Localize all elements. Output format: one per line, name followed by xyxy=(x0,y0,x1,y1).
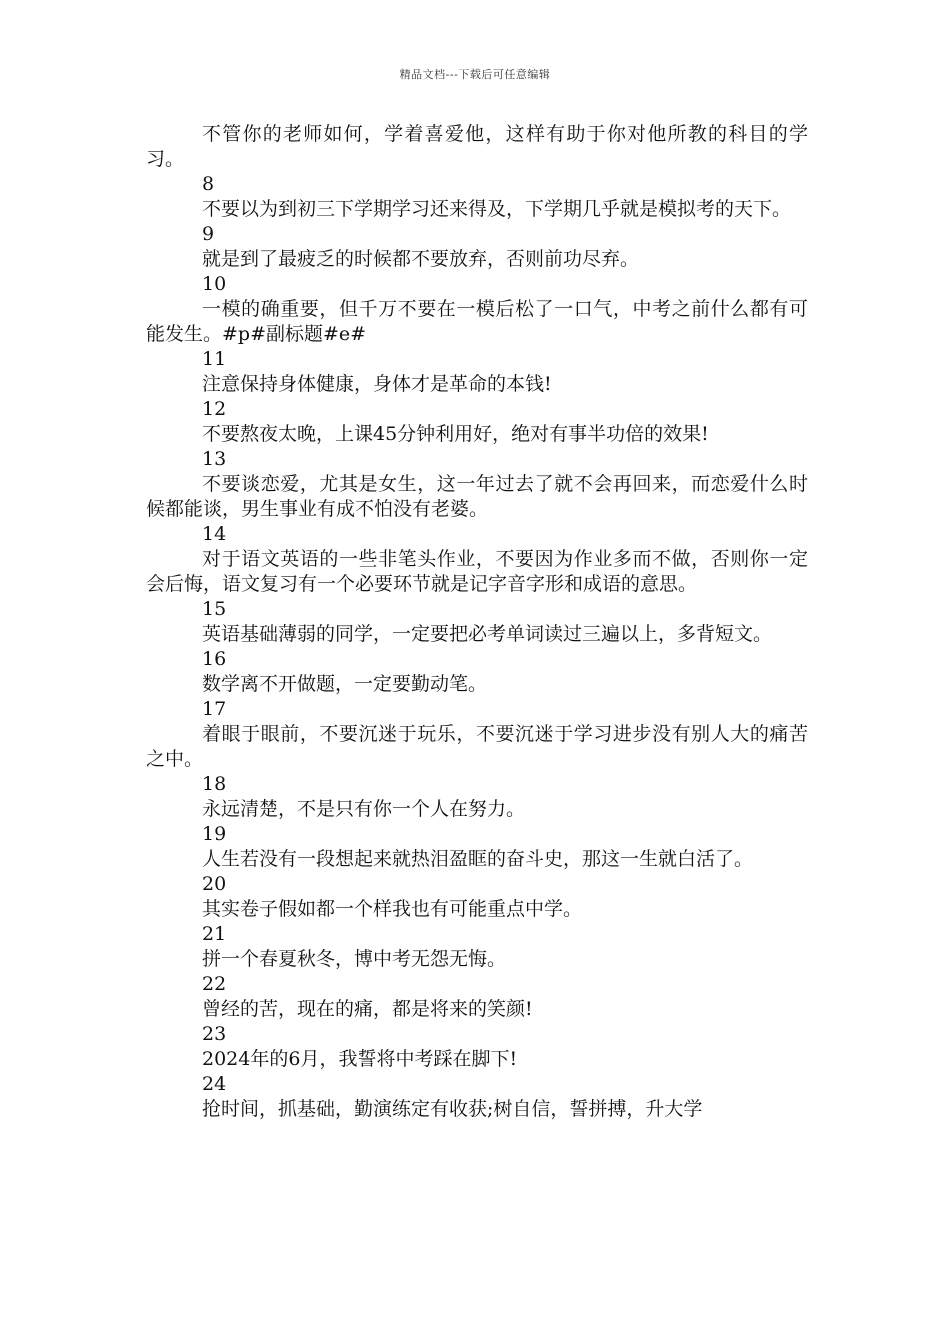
document-body xyxy=(146,122,808,1122)
list-item-text: 拼一个春夏秋冬，博中考无怨无悔。 xyxy=(202,948,507,970)
list-item-number: 14 xyxy=(202,523,227,545)
list-item-number: 10 xyxy=(202,273,227,295)
list-item-number: 20 xyxy=(202,873,227,895)
list-item-text: 不要谈恋爱，尤其是女生，这一年过去了就不会再回来，而恋爱什么时候都能谈，男生事业有成不怕没有老婆。 xyxy=(146,473,808,520)
list-item-number: 19 xyxy=(202,823,227,845)
list-item-text: 不要熬夜太晚，上课45分钟利用好，绝对有事半功倍的效果! xyxy=(202,423,709,445)
list-item-number: 13 xyxy=(202,448,227,470)
list-item-number: 16 xyxy=(202,648,227,670)
list-item-text: 注意保持身体健康，身体才是革命的本钱! xyxy=(202,373,552,395)
list-item-number: 15 xyxy=(202,598,227,620)
list-item-text: 2024年的6月，我誓将中考踩在脚下! xyxy=(202,1048,518,1070)
list-item-number: 18 xyxy=(202,773,227,795)
list-item-text: 对于语文英语的一些非笔头作业，不要因为作业多而不做，否则你一定会后悔，语文复习有一个必要环节就是记字音字形和成语的意思。 xyxy=(146,548,808,595)
list-item-text: 一模的确重要，但千万不要在一模后松了一口气，中考之前什么都有可能发生。#p#副标题#e# xyxy=(146,298,808,345)
list-item-number: 9 xyxy=(202,223,215,245)
list-item-text: 曾经的苦，现在的痛，都是将来的笑颜! xyxy=(202,998,533,1020)
list-item-text: 抢时间，抓基础，勤演练定有收获;树自信，誓拼搏，升大学 xyxy=(202,1098,703,1120)
list-item-text: 英语基础薄弱的同学，一定要把必考单词读过三遍以上，多背短文。 xyxy=(202,623,773,645)
list-item-text: 不管你的老师如何，学着喜爱他，这样有助于你对他所教的科目的学习。 xyxy=(146,123,808,170)
list-item-number: 11 xyxy=(202,348,227,370)
list-item-text: 着眼于眼前，不要沉迷于玩乐，不要沉迷于学习进步没有别人大的痛苦之中。 xyxy=(146,723,808,770)
list-item-number: 21 xyxy=(202,923,227,945)
list-item-text: 数学离不开做题，一定要勤动笔。 xyxy=(202,673,488,695)
list-item-text: 永远清楚，不是只有你一个人在努力。 xyxy=(202,798,526,820)
list-item-number: 22 xyxy=(202,973,227,995)
list-item-number: 12 xyxy=(202,398,227,420)
list-item-number: 24 xyxy=(202,1073,227,1095)
list-item-number: 17 xyxy=(202,698,227,720)
list-item-text: 不要以为到初三下学期学习还来得及，下学期几乎就是模拟考的天下。 xyxy=(202,198,792,220)
list-item-text: 其实卷子假如都一个样我也有可能重点中学。 xyxy=(202,898,583,920)
page-header: 精品文档---下载后可任意编辑 xyxy=(399,68,551,81)
list-item-text: 人生若没有一段想起来就热泪盈眶的奋斗史，那这一生就白活了。 xyxy=(202,848,754,870)
list-item-number: 23 xyxy=(202,1023,227,1045)
list-item-text: 就是到了最疲乏的时候都不要放弃，否则前功尽弃。 xyxy=(202,248,640,270)
list-item-number: 8 xyxy=(202,173,215,195)
